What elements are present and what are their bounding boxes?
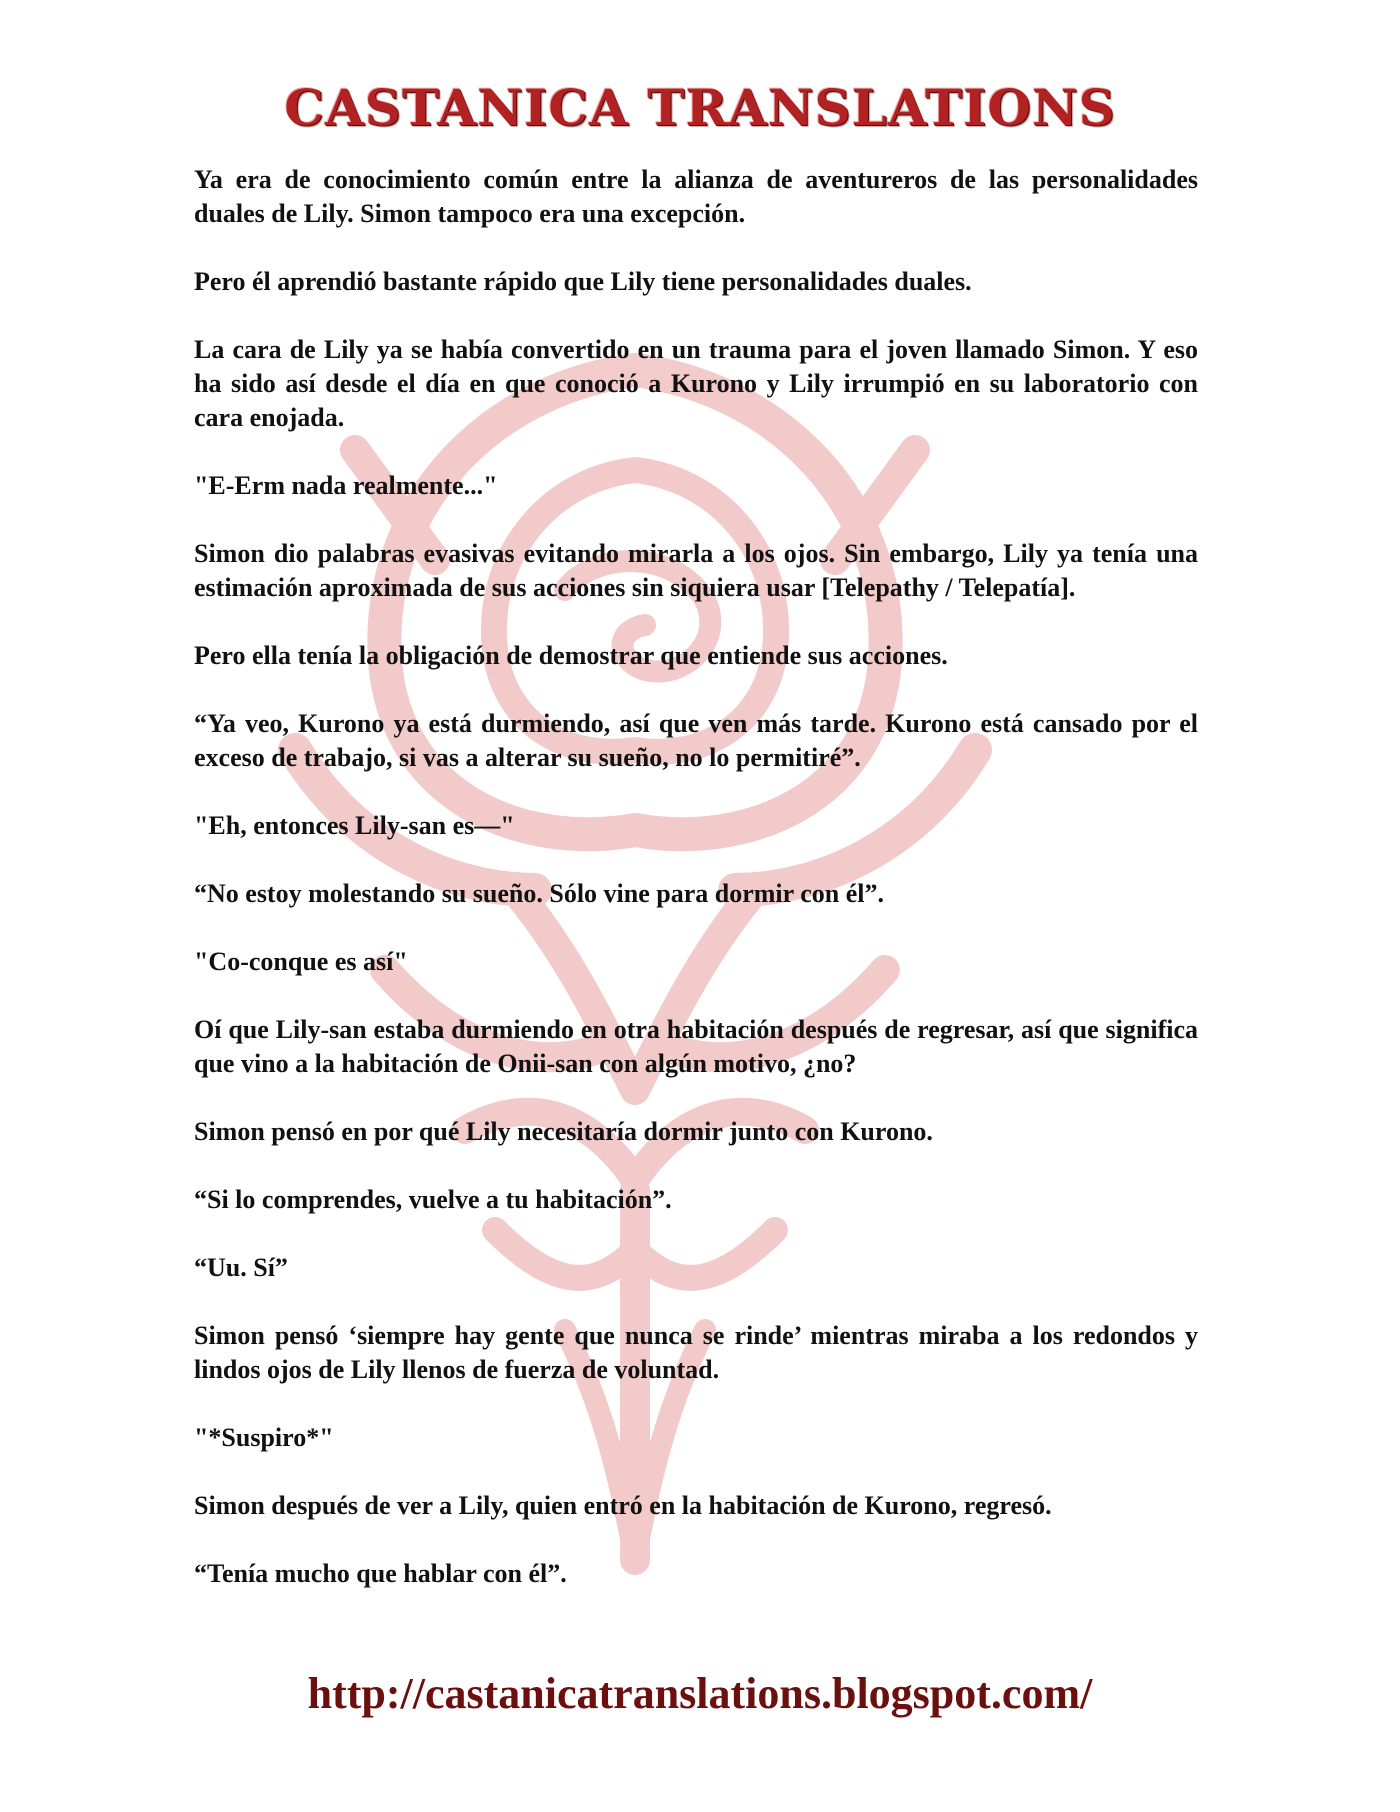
paragraph: “Si lo comprendes, vuelve a tu habitación”. (194, 1185, 672, 1214)
paragraph: “Tenía mucho que hablar con él”. (194, 1559, 567, 1588)
footer-url: http://castanicatranslations.blogspot.com/ (307, 1669, 1093, 1718)
paragraph: “Ya veo, Kurono ya está durmiendo, así que ven más tarde. Kurono está cansado por el exceso de trabajo, si vas a alterar su sueño, no lo permitiré”. (194, 709, 1198, 772)
paragraph: Simon pensó ‘siempre hay gente que nunca se rinde’ mientras miraba a los redondos y lindos ojos de Lily llenos de fuerza de voluntad. (194, 1321, 1198, 1384)
paragraph: Pero él aprendió bastante rápido que Lily tiene personalidades duales. (194, 267, 972, 296)
paragraph: Oí que Lily-san estaba durmiendo en otra habitación después de regresar, así que significa que vino a la habitación de Onii-san con algún motivo, ¿no? (194, 1015, 1198, 1078)
document-body (194, 163, 1198, 1591)
paragraph: Simon después de ver a Lily, quien entró en la habitación de Kurono, regresó. (194, 1491, 1052, 1520)
paragraph: Pero ella tenía la obligación de demostrar que entiende sus acciones. (194, 641, 948, 670)
paragraph: “No estoy molestando su sueño. Sólo vine para dormir con él”. (194, 879, 884, 908)
paragraph: "*Suspiro*" (194, 1423, 334, 1452)
paragraph: "E-Erm nada realmente..." (194, 471, 498, 500)
page-title: CASTANICA TRANSLATIONS (284, 78, 1116, 137)
paragraph: Ya era de conocimiento común entre la alianza de aventureros de las personalidades duales de Lily. Simon tampoco era una excepción. (194, 165, 1198, 228)
paragraph: “Uu. Sí” (194, 1253, 288, 1282)
paragraph: "Co-conque es así" (194, 947, 408, 976)
paragraph: Simon pensó en por qué Lily necesitaría dormir junto con Kurono. (194, 1117, 933, 1146)
paragraph: Simon dio palabras evasivas evitando mirarla a los ojos. Sin embargo, Lily ya tenía una estimación aproximada de sus acciones sin siquiera usar [Telepathy / Telepatía]. (194, 539, 1198, 602)
paragraph: La cara de Lily ya se había convertido en un trauma para el joven llamado Simon. Y eso ha sido así desde el día en que conoció a Kurono y Lily irrumpió en su laboratorio con cara enojada. (194, 335, 1198, 432)
paragraph: "Eh, entonces Lily-san es—" (194, 811, 515, 840)
